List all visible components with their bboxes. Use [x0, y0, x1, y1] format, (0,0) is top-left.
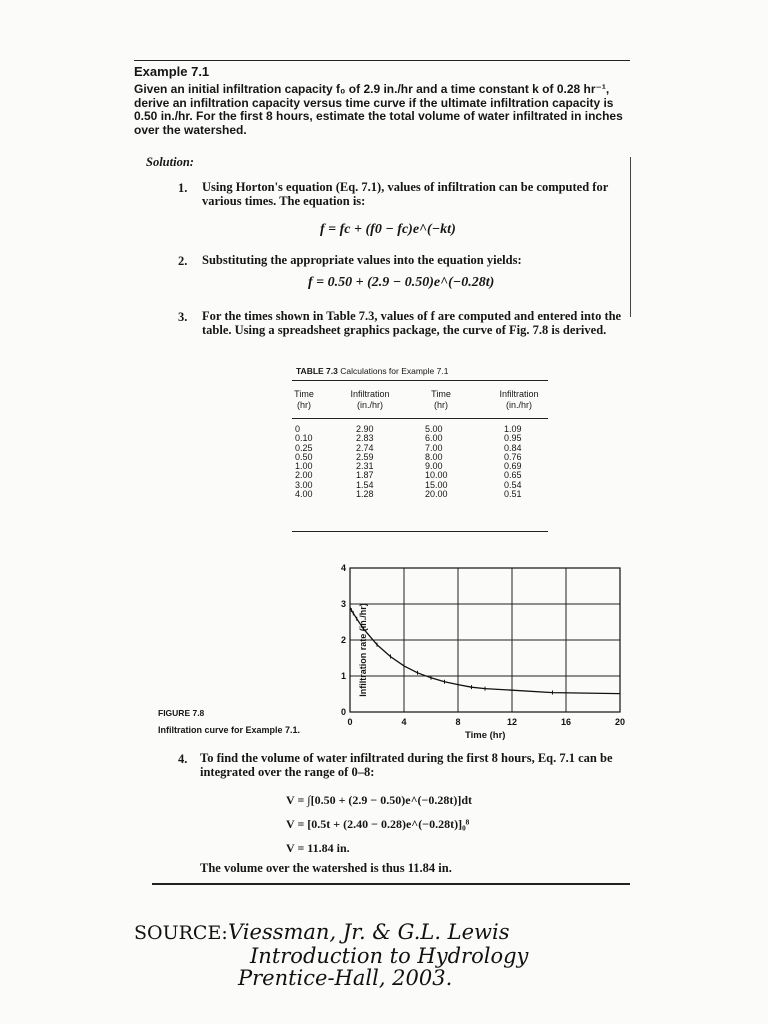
table-header-infiltration-2: Infiltration (in./hr) [499, 389, 539, 410]
example-title: Example 7.1 [134, 64, 210, 79]
problem-statement: Given an initial infiltration capacity f₀ of 2.9 in./hr and a time constant k of 0.28 hr⁻¹, derive an infiltration capacity versus time curve if the ultimate infiltration capacity is 0.50 in./hr. For the first 8 hours, estimate the total volume of water infiltrated in inches over the watershed. [134, 82, 623, 137]
y-tick-label: 3 [340, 599, 346, 609]
y-tick-label: 0 [340, 707, 346, 717]
margin-bar [630, 157, 631, 317]
solution-label: Solution: [146, 155, 194, 169]
table-header-time-2: Time (hr) [431, 389, 451, 410]
x-tick-label: 0 [347, 717, 353, 727]
x-tick-label: 4 [401, 717, 407, 727]
volume-integral: V = ∫[0.50 + (2.9 − 0.50)e^(−0.28t)]dt [286, 793, 473, 807]
y-tick-label: 4 [340, 563, 346, 573]
table-rule-bottom [292, 531, 548, 532]
table-col-time-1: 0 0.10 0.25 0.50 1.00 2.00 3.00 4.00 [295, 424, 313, 500]
step-3-number: 3. [178, 310, 188, 324]
table-header-time-1: Time (hr) [294, 389, 314, 410]
volume-result: V = 11.84 in. [286, 841, 350, 855]
table-title [296, 366, 448, 376]
step-2-text: Substituting the appropriate values into the equation yields: [202, 253, 522, 267]
table-rule-top [292, 380, 548, 381]
bottom-rule [152, 883, 630, 885]
chart-ticks [341, 563, 625, 727]
substituted-equation: f = 0.50 + (2.9 − 0.50)e^(−0.28t) [308, 275, 495, 290]
x-tick-label: 16 [560, 717, 572, 727]
horton-equation [320, 222, 456, 238]
conclusion: The volume over the watershed is thus 11.84 in. [200, 861, 452, 875]
volume-evaluated: V = [0.5t + (2.40 − 0.28)e^(−0.28t)]₀⁸ [286, 817, 470, 831]
series-line [350, 608, 620, 694]
step-4-text: To find the volume of water infiltrated during the first 8 hours, Eq. 7.1 can be integrated over the range of 0–8: [200, 751, 613, 779]
x-axis-label: Time (hr) [465, 730, 506, 741]
infiltration-chart [330, 560, 630, 730]
figure-caption: Infiltration curve for Example 7.1. [158, 725, 301, 735]
y-axis-label: Infiltration rate (in./hr) [358, 603, 368, 697]
table-label: TABLE 7.3 [296, 366, 338, 376]
figure-label: FIGURE 7.8 [158, 708, 205, 718]
table-col-infiltration-2: 1.09 0.95 0.84 0.76 0.69 0.65 0.54 0.51 [504, 424, 522, 500]
source-authors: Viessman, Jr. & G.L. Lewis [228, 920, 510, 944]
step-3-text: For the times shown in Table 7.3, values of f are computed and entered into the table. Using a spreadsheet graphics package, the curve of Fig. 7.8 is derived. [202, 309, 622, 337]
y-tick-label: 2 [340, 635, 346, 645]
x-tick-label: 8 [455, 717, 461, 727]
y-tick-label: 1 [340, 671, 346, 681]
table-col-infiltration-1: 2.90 2.83 2.74 2.59 2.31 1.87 1.54 1.28 [356, 424, 374, 500]
table-header-infiltration-1: Infiltration (in./hr) [350, 389, 390, 410]
step-2-number: 2. [178, 254, 188, 268]
x-tick-label: 20 [614, 717, 626, 727]
top-rule [134, 60, 630, 61]
chart-series [350, 606, 620, 696]
step-1-text: Using Horton's equation (Eq. 7.1), values of infiltration can be computed for various times. The equation is: [202, 180, 609, 208]
source-label: SOURCE: [134, 922, 228, 944]
x-tick-label: 12 [506, 717, 518, 727]
table-col-time-2: 5.00 6.00 7.00 8.00 9.00 10.00 15.00 20.00 [425, 424, 448, 500]
horton-equation-text: f = fc + (f0 − fc)e^(−kt) [320, 222, 456, 237]
source-title: Introduction to Hydrology [250, 944, 529, 968]
step-1-number: 1. [178, 181, 188, 195]
source-publisher: Prentice-Hall, 2003. [238, 966, 453, 990]
step-4-number: 4. [178, 752, 188, 766]
table-rule-header [292, 418, 548, 419]
table-caption: Calculations for Example 7.1 [340, 366, 449, 376]
